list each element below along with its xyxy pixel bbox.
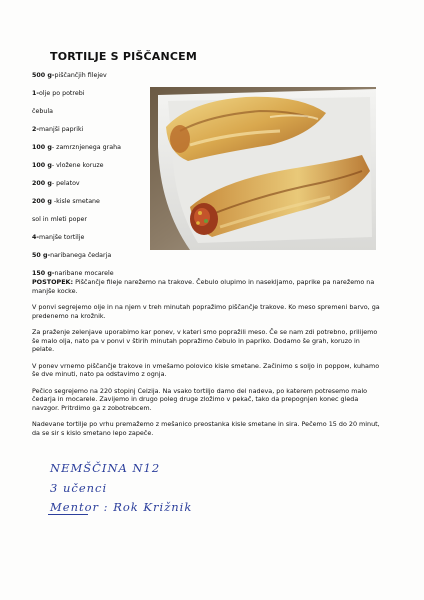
- ingredient-qty: 150 g-: [32, 270, 55, 277]
- ingredient-qty: 200 g: [32, 198, 52, 205]
- ingredient-qty: 100 g: [32, 162, 52, 169]
- ingredient-text: čebula: [32, 108, 53, 115]
- recipe-title: TORTILJE S PIŠČANCEM: [50, 50, 198, 63]
- ingredient-text: piščančjih filejev: [54, 72, 107, 79]
- ingredient-item: [32, 72, 152, 90]
- ingredient-item: [32, 90, 152, 108]
- handwritten-students: 3 učenci: [50, 481, 108, 495]
- instruction-paragraph: [32, 387, 380, 413]
- instruction-text: Za praženje zelenjave uporabimo kar ponev, v kateri smo popražili meso. Če se nam zdi potrebno, prilijemo še malo olja, nato pa v ponvi v štirih minutah popražimo čebulo in papriko. Dodamo še grah, koruzo in pelate.: [32, 327, 378, 354]
- instruction-text: Pečico segrejemo na 220 stopinj Celzija. Na vsako tortiljo damo del nadeva, po katerem potresemo malo čedarja in mocarele. Zavijemo in drugo poleg druge zložimo v pekač, tako da prepognjen konec gleda navzgor. Pritrdimo ga z zobotrebcem.: [32, 386, 368, 412]
- dish-photo: [150, 87, 376, 250]
- ingredient-text: -kisle smetane: [51, 198, 100, 205]
- ingredient-item: [32, 180, 152, 198]
- handwritten-mentor: Mentor : Rok Križnik: [50, 500, 193, 514]
- ingredient-text: sol in mleti poper: [32, 216, 87, 223]
- ingredient-qty: 500 g-: [32, 72, 55, 79]
- ingredient-qty: 2-: [32, 126, 39, 133]
- instruction-paragraph: [32, 328, 380, 354]
- ingredient-item: [32, 252, 152, 270]
- instruction-paragraph: [32, 362, 380, 379]
- instruction-paragraph: [32, 420, 380, 437]
- ingredient-qty: 200 g: [32, 180, 52, 187]
- instruction-text: Piščančje fileje narežemo na trakove. Čebulo olupimo in nasekljamo, paprike pa narežemo na manjše kocke.: [32, 278, 375, 295]
- handwritten-underline: [48, 514, 88, 515]
- ingredient-qty: 100 g: [32, 144, 52, 151]
- ingredient-text: olje po potrebi: [39, 90, 85, 97]
- instruction-text: V ponev vrnemo piščančje trakove in vmešamo polovico kisle smetane. Začinimo s soljo in popром, kuhamo še dve minuti, nato pa odstavimo z ognja.: [32, 361, 380, 379]
- instruction-lead: POSTOPEK:: [32, 278, 74, 286]
- instruction-paragraph: [32, 278, 380, 295]
- instruction-text: V ponvi segrejemo olje in na njem v treh minutah popražimo piščančje trakove. Ko meso spremeni barvo, ga predenemo na krožnik.: [32, 302, 380, 320]
- ingredient-qty: 4-: [32, 234, 39, 241]
- ingredient-item: [32, 126, 152, 144]
- instructions: [32, 278, 380, 445]
- ingredient-text: manjše tortilje: [39, 234, 85, 241]
- ingredient-item: [32, 198, 152, 216]
- ingredient-text: naribanega čedarja: [50, 252, 112, 259]
- ingredient-item: [32, 216, 152, 234]
- ingredient-item: [32, 162, 152, 180]
- ingredient-qty: 50 g-: [32, 252, 51, 259]
- instruction-paragraph: [32, 303, 380, 320]
- handwritten-class: NEMŠČINA N12: [50, 461, 161, 475]
- ingredient-text: manjši papriki: [39, 126, 84, 133]
- instruction-text: Nadevane tortilje po vrhu premažemo z mešanico preostanka kisle smetane in sira. Pečemo 15 do 20 minut, da se sir s kislo smetano lepo zapeče.: [32, 420, 380, 437]
- ingredient-text: naribane mocarele: [54, 270, 114, 277]
- ingredient-item: [32, 234, 152, 252]
- ingredient-item: [32, 144, 152, 162]
- ingredient-qty: 1-: [32, 90, 39, 97]
- ingredient-text: - pelatov: [51, 180, 80, 187]
- ingredient-item: [32, 108, 152, 126]
- ingredient-text: - vloženе koruze: [51, 162, 104, 169]
- ingredient-text: - zamrznjenega graha: [51, 144, 121, 151]
- ingredient-list: [32, 72, 152, 288]
